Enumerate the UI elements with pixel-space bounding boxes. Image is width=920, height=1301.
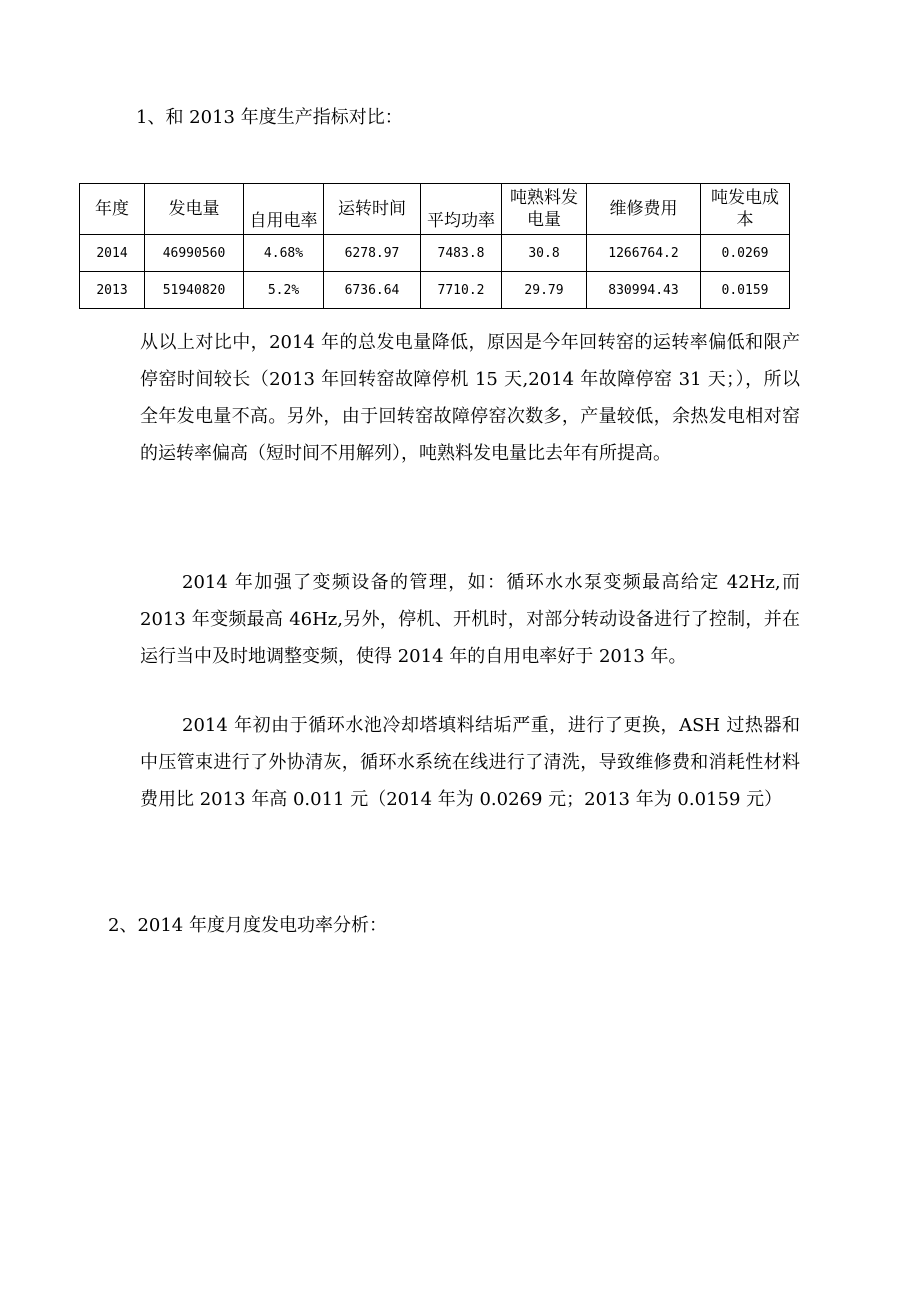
analysis-paragraph-3	[140, 707, 800, 818]
table-cell: 0.0269	[701, 235, 790, 272]
header-cell: 自用电率	[244, 184, 324, 235]
table-row	[80, 272, 790, 309]
analysis-paragraph-1	[140, 324, 800, 472]
table-cell: 4.68%	[244, 235, 324, 272]
table-cell: 6278.97	[324, 235, 421, 272]
table-cell: 830994.43	[587, 272, 701, 309]
table-cell: 6736.64	[324, 272, 421, 309]
header-cell: 吨熟料发电量	[502, 184, 587, 235]
table-cell: 0.0159	[701, 272, 790, 309]
table-cell: 30.8	[502, 235, 587, 272]
table-cell: 51940820	[145, 272, 244, 309]
table-cell: 7710.2	[421, 272, 502, 309]
paragraph-text: 2014 年加强了变频设备的管理，如：循环水水泵变频最高给定 42Hz,而 2013 年变频最高 46Hz,另外，停机、开机时，对部分转动设备进行了控制，并在运行当中及时地调整变频，使得 2014 年的自用电率好于 2013 年。	[140, 572, 800, 667]
paragraph-text: 2014 年初由于循环水池冷却塔填料结垢严重，进行了更换，ASH 过热器和中压管束进行了外协清灰，循环水系统在线进行了清洗，导致维修费和消耗性材料费用比 2013 年高 0.011 元（2014 年为 0.0269 元；2013 年为 0.0159 元）	[140, 715, 800, 810]
table-cell: 29.79	[502, 272, 587, 309]
header-cell: 维修费用	[587, 184, 701, 235]
header-cell: 发电量	[145, 184, 244, 235]
analysis-paragraph-2	[140, 564, 800, 675]
header-cell: 运转时间	[324, 184, 421, 235]
table-cell: 7483.8	[421, 235, 502, 272]
table-cell: 46990560	[145, 235, 244, 272]
header-cell: 年度	[80, 184, 145, 235]
table-row	[80, 235, 790, 272]
comparison-table	[79, 183, 790, 309]
table-cell: 2013	[80, 272, 145, 309]
section-2-heading: 2、2014 年度月度发电功率分析：	[108, 915, 387, 936]
section-1-heading: 1、和 2013 年度生产指标对比：	[136, 107, 403, 128]
header-cell: 吨发电成本	[701, 184, 790, 235]
table-header-row	[80, 184, 790, 235]
table-cell: 5.2%	[244, 272, 324, 309]
paragraph-text: 从以上对比中，2014 年的总发电量降低，原因是今年回转窑的运转率偏低和限产停窑时间较长（2013 年回转窑故障停机 15 天,2014 年故障停窑 31 天；），所以全年发电量不高。另外，由于回转窑故障停窑次数多，产量较低，余热发电相对窑的运转率偏高（短时间不用解列），吨熟料发电量比去年有所提高。	[140, 332, 800, 464]
table-cell: 2014	[80, 235, 145, 272]
table-cell: 1266764.2	[587, 235, 701, 272]
header-cell: 平均功率	[421, 184, 502, 235]
